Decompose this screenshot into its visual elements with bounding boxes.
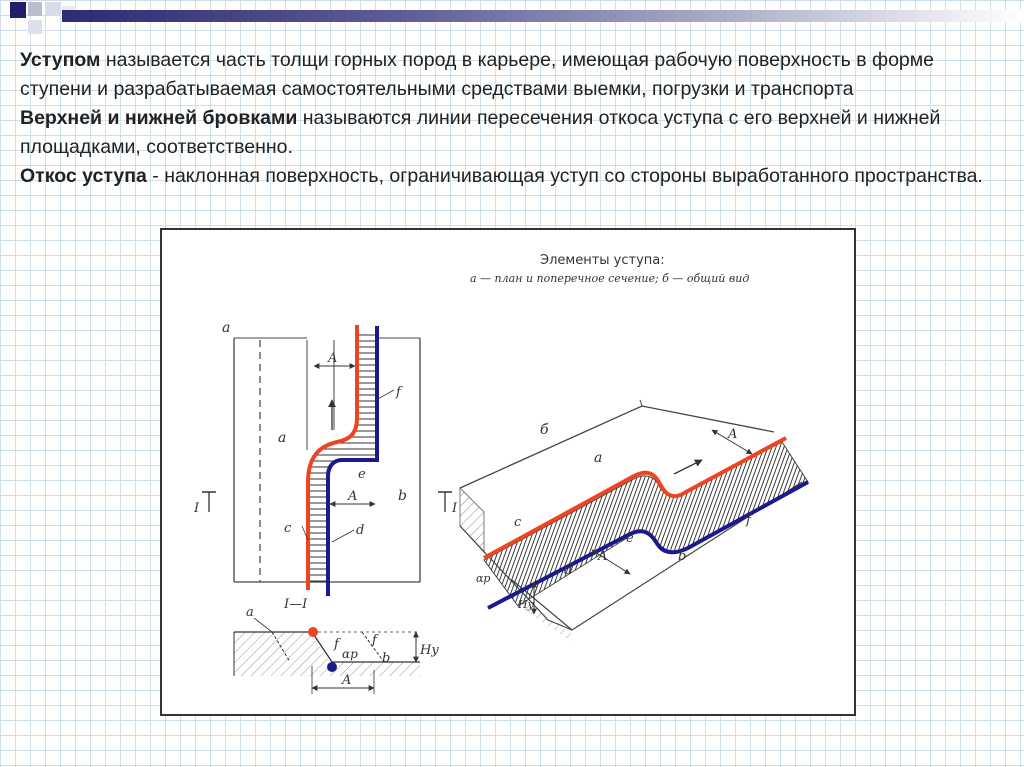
perspective-label-c: c <box>514 515 522 530</box>
plan-label-b: b <box>398 488 407 504</box>
section-label-a: a <box>246 605 254 620</box>
plan-label-d: d <box>356 523 365 538</box>
cross-section <box>234 605 439 694</box>
section-label-H: Hу <box>420 643 439 658</box>
perspective-label-a: а <box>594 450 603 466</box>
plan-label-e: e <box>358 467 366 482</box>
decor-square <box>28 20 42 34</box>
definition-paragraph <box>20 46 1010 104</box>
plan-label-A-bottom: A <box>348 489 358 504</box>
definition-text: называются линии пересечения откоса уступа с его верхней и нижней площадками, соответственно. <box>20 107 941 158</box>
definition-term: Верхней и нижней бровками <box>20 107 298 129</box>
section-label-b: b <box>382 651 391 666</box>
perspective-label-f: f <box>746 513 751 528</box>
plan-view <box>193 320 458 612</box>
definition-term: Откос уступа <box>20 165 147 187</box>
header-gradient-bar <box>62 10 1024 22</box>
section-label-alpha: αр <box>342 647 358 661</box>
decor-square <box>10 2 26 18</box>
perspective-view-label: б <box>540 422 549 438</box>
bench-elements-figure <box>160 228 856 716</box>
plan-label-c: c <box>284 521 292 536</box>
plan-label-a: а <box>278 430 287 446</box>
perspective-label-d: d <box>564 563 573 578</box>
decor-square <box>46 2 60 16</box>
plan-label-f: f <box>396 385 401 400</box>
perspective-label-A2: A <box>598 549 608 564</box>
definition-term: Уступом <box>20 49 101 71</box>
section-label-f1: f <box>334 637 339 652</box>
figure-title: Элементы уступа: <box>540 253 665 268</box>
definition-text: называется часть толщи горных пород в карьере, имеющая рабочую поверхность в форме ступени и разрабатываемая самостоятельными средствами выемки, погрузки и транспорта <box>20 49 935 100</box>
plan-label-A-top: A <box>328 351 338 366</box>
perspective-label-b: b <box>678 549 687 564</box>
plan-view-label: а <box>222 320 231 336</box>
definition-paragraph <box>20 162 1010 191</box>
perspective-label-e: e <box>626 531 634 546</box>
slide-header-decoration <box>0 0 1024 40</box>
definition-text: - наклонная поверхность, ограничивающая уступ со стороны выработанного пространства. <box>146 165 983 187</box>
section-lower-edge-point <box>327 662 337 672</box>
section-label-A: A <box>342 673 352 688</box>
section-upper-edge-point <box>308 627 318 637</box>
perspective-label-H: Hу <box>518 598 534 611</box>
plan-cut-mark-left: I <box>194 501 200 516</box>
figure-subtitle: а — план и поперечное сечение; б — общий вид <box>470 272 750 285</box>
section-label-f2: f <box>372 633 377 648</box>
definition-paragraph <box>20 104 1010 162</box>
decor-square <box>28 2 42 16</box>
plan-cut-mark-right: I <box>452 501 458 516</box>
perspective-label-A1: A <box>728 427 738 442</box>
definitions-text <box>20 46 1010 191</box>
section-label: I—I <box>284 597 308 612</box>
bench-diagram <box>162 230 858 718</box>
perspective-label-alpha: αр <box>476 572 491 585</box>
perspective-view <box>460 400 808 642</box>
